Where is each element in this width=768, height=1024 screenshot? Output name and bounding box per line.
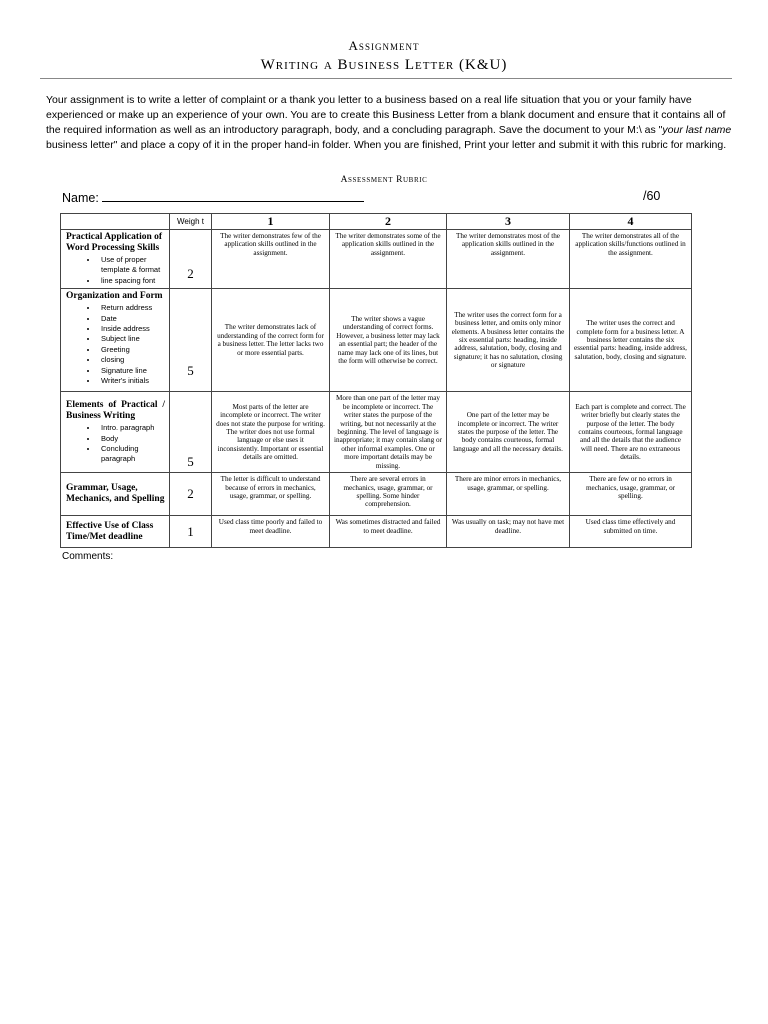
- header-level-2: 2: [330, 214, 447, 230]
- criterion-bullet: • Concluding paragraph: [98, 444, 165, 465]
- level-4-descriptor: The writer uses the correct and complete form for a business letter. A business letter contains the six essential parts: heading, inside address, salutation, body, closing and signature.: [570, 289, 692, 392]
- level-2-descriptor: Was sometimes distracted and failed to meet deadline.: [330, 516, 447, 548]
- criterion-title: Practical Application of Word Processing Skills: [66, 232, 163, 253]
- instructions-text-1: Your assignment is to write a letter of complaint or a thank you letter to a business based on a real life situation that you or your family have experienced or make up an experience of your own. You are to create this Business Letter from a blank document and ensure that it contains all of the required information as well as an introductory paragraph, body, and a concluding paragraph. Save the document to your M:\ as ": [46, 94, 726, 136]
- criterion-bullet: • Inside address: [98, 324, 165, 334]
- instructions-text-2: business letter" and place a copy of it in the proper hand-in folder. When you are finished, Print your letter and submit it with this rubric for marking.: [46, 139, 727, 151]
- header-level-4: 4: [570, 214, 692, 230]
- assignment-title: Writing a Business Letter (K&U): [260, 57, 508, 73]
- header-criteria-cell: [61, 214, 170, 230]
- criterion-bullet: • Subject line: [98, 334, 165, 344]
- level-2-descriptor: The writer demonstrates some of the application skills outlined in the assignment.: [330, 230, 447, 289]
- level-3-descriptor: One part of the letter may be incomplete or incorrect. The writer states the purpose of the letter. The body contains courteous, formal language and all the necessary details.: [447, 392, 570, 473]
- rubric-row: [61, 473, 692, 516]
- instructions-paragraph: [46, 93, 736, 153]
- level-2-descriptor: The writer shows a vague understanding of correct forms. However, a business letter may lack an essential part; the header of the name may lack one of its lines, but the form will otherwise be correct.: [330, 289, 447, 392]
- level-3-descriptor: The writer demonstrates most of the application skills outlined in the assignment.: [447, 230, 570, 289]
- criterion-bullets: [66, 423, 165, 465]
- level-1-descriptor: The letter is difficult to understand because of errors in mechanics, usage, grammar, or spelling.: [212, 473, 330, 516]
- rubric-row: [61, 289, 692, 392]
- level-1-descriptor: Most parts of the letter are incomplete or incorrect. The writer does not state the purpose for writing. The writer does not use formal language or else uses it inconsistently. Important or essential details are omitted.: [212, 392, 330, 473]
- criterion-bullet: • Signature line: [98, 366, 165, 376]
- weight-cell: 5: [170, 289, 212, 392]
- instructions-italic: your last name: [662, 124, 732, 136]
- title-divider: [40, 78, 732, 79]
- criterion-bullet: • Writer's initials: [98, 376, 165, 386]
- name-label: Name:: [62, 191, 99, 205]
- level-4-descriptor: The writer demonstrates all of the application skills/functions outlined in the assignment.: [570, 230, 692, 289]
- criterion-title: Elements of Practical / Business Writing: [66, 400, 165, 422]
- weight-cell: 1: [170, 516, 212, 548]
- total-score: /60: [643, 189, 661, 203]
- criterion-title: Organization and Form: [66, 291, 163, 302]
- criterion-cell: [61, 392, 170, 473]
- level-1-descriptor: Used class time poorly and failed to meet deadline.: [212, 516, 330, 548]
- criterion-cell: [61, 289, 170, 392]
- rubric-row: [61, 392, 692, 473]
- criterion-bullet: • Date: [98, 314, 165, 324]
- level-4-descriptor: Used class time effectively and submitted on time.: [570, 516, 692, 548]
- level-1-descriptor: The writer demonstrates lack of understanding of the correct form for a business letter. The letter lacks two or more essential parts.: [212, 289, 330, 392]
- criterion-bullets: [66, 255, 165, 286]
- header-level-3: 3: [447, 214, 570, 230]
- rubric-heading: Assessment Rubric: [340, 175, 428, 185]
- criterion-bullet: • Body: [98, 434, 165, 444]
- weight-cell: 5: [170, 392, 212, 473]
- criterion-bullet: • Greeting: [98, 345, 165, 355]
- level-2-descriptor: There are several errors in mechanics, usage, grammar, or spelling. Some hinder comprehension.: [330, 473, 447, 516]
- comments-label: Comments:: [62, 551, 114, 562]
- criterion-title: Effective Use of Class Time/Met deadline: [66, 520, 154, 542]
- level-3-descriptor: Was usually on task; may not have met deadline.: [447, 516, 570, 548]
- rubric-row: [61, 516, 692, 548]
- assignment-heading: Assignment: [348, 38, 420, 53]
- weight-cell: 2: [170, 473, 212, 516]
- rubric-row: [61, 230, 692, 289]
- criterion-bullet: • Intro. paragraph: [98, 423, 165, 433]
- level-4-descriptor: There are few or no errors in mechanics, usage, grammar, or spelling.: [570, 473, 692, 516]
- criterion-title: Grammar, Usage, Mechanics, and Spelling: [66, 483, 165, 505]
- criterion-cell: [61, 473, 170, 516]
- header-level-1: 1: [212, 214, 330, 230]
- level-3-descriptor: There are minor errors in mechanics, usage, grammar, or spelling.: [447, 473, 570, 516]
- criterion-cell: [61, 516, 170, 548]
- name-blank-line[interactable]: [102, 189, 364, 202]
- criterion-bullet: • Return address: [98, 303, 165, 313]
- level-1-descriptor: The writer demonstrates few of the application skills outlined in the assignment.: [212, 230, 330, 289]
- level-2-descriptor: More than one part of the letter may be incomplete or incorrect. The writer states the purpose of the writing, but not necessarily at the beginning. The level of language is inappropriate; it may contain slang or other informal examples. One or more important details may be missing.: [330, 392, 447, 473]
- level-4-descriptor: Each part is complete and correct. The writer briefly but clearly states the purpose of the letter. The body contains courteous, formal language and all the details that the audience will need. There are no extraneous details.: [570, 392, 692, 473]
- header-weight: Weigh t: [170, 214, 212, 230]
- criterion-bullet: • line spacing font: [98, 276, 165, 286]
- assessment-rubric-table: [60, 213, 692, 548]
- criterion-bullets: [66, 303, 165, 386]
- weight-cell: 2: [170, 230, 212, 289]
- criterion-bullet: • closing: [98, 355, 165, 365]
- criterion-cell: [61, 230, 170, 289]
- level-3-descriptor: The writer uses the correct form for a business letter, and omits only minor elements. A business letter contains the six essential parts: heading, inside address, salutation, body, closing and signature; it has no salutation, closing or signature: [447, 289, 570, 392]
- criterion-bullet: • Use of proper template & format: [98, 255, 165, 276]
- rubric-header-row: [61, 214, 692, 230]
- name-row: [62, 189, 662, 205]
